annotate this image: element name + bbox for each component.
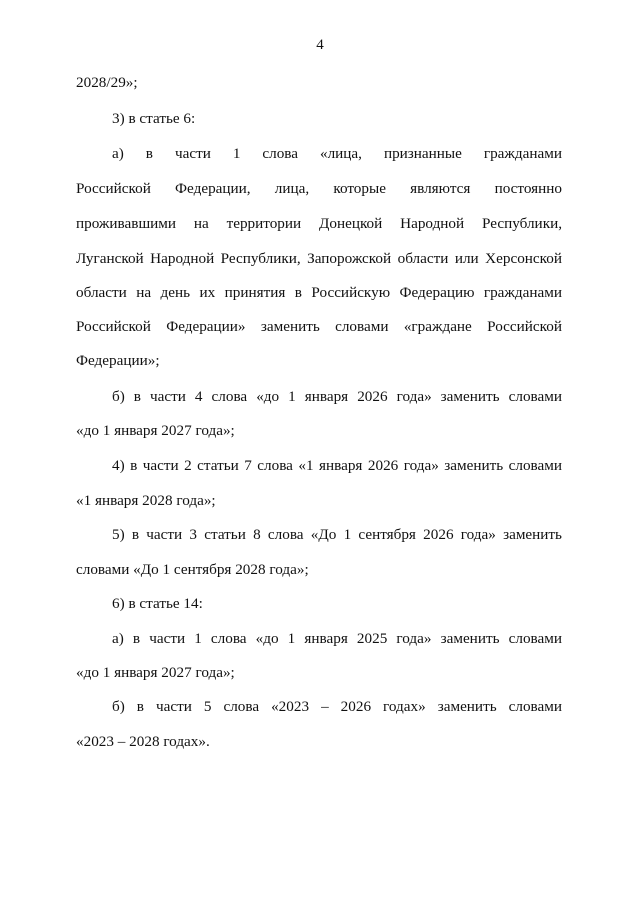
text-line: «до 1 января 2027 года»;	[76, 664, 235, 681]
text-line: Луганской Народной Республики, Запорожской области или Херсонской	[76, 250, 562, 267]
text-line: а) в части 1 слова «лица, признанные гражданами	[112, 145, 562, 162]
text-line: Российской Федерации, лица, которые являются постоянно	[76, 180, 562, 197]
text-line: «2023 – 2028 годах».	[76, 733, 210, 750]
text-line: словами «До 1 сентября 2028 года»;	[76, 561, 309, 578]
text-line: проживавшими на территории Донецкой Народной Республики,	[76, 215, 562, 232]
text-line: «1 января 2028 года»;	[76, 492, 216, 509]
text-line: «до 1 января 2027 года»;	[76, 422, 235, 439]
text-line: области на день их принятия в Российскую Федерацию гражданами	[76, 284, 562, 301]
text-line: Российской Федерации» заменить словами «граждане Российской	[76, 318, 562, 335]
text-line: а) в части 1 слова «до 1 января 2025 года» заменить словами	[112, 630, 562, 647]
text-line: Федерации»;	[76, 352, 160, 369]
page-number: 4	[316, 37, 324, 53]
text-line: б) в части 5 слова «2023 – 2026 годах» заменить словами	[112, 698, 562, 715]
text-line: 6) в статье 14:	[112, 595, 203, 612]
text-line: 3) в статье 6:	[112, 110, 196, 127]
text-line: б) в части 4 слова «до 1 января 2026 года» заменить словами	[112, 388, 562, 405]
text-line: 2028/29»;	[76, 74, 138, 91]
text-line: 4) в части 2 статьи 7 слова «1 января 2026 года» заменить словами	[112, 457, 562, 474]
text-line: 5) в части 3 статьи 8 слова «До 1 сентября 2026 года» заменить	[112, 526, 562, 543]
